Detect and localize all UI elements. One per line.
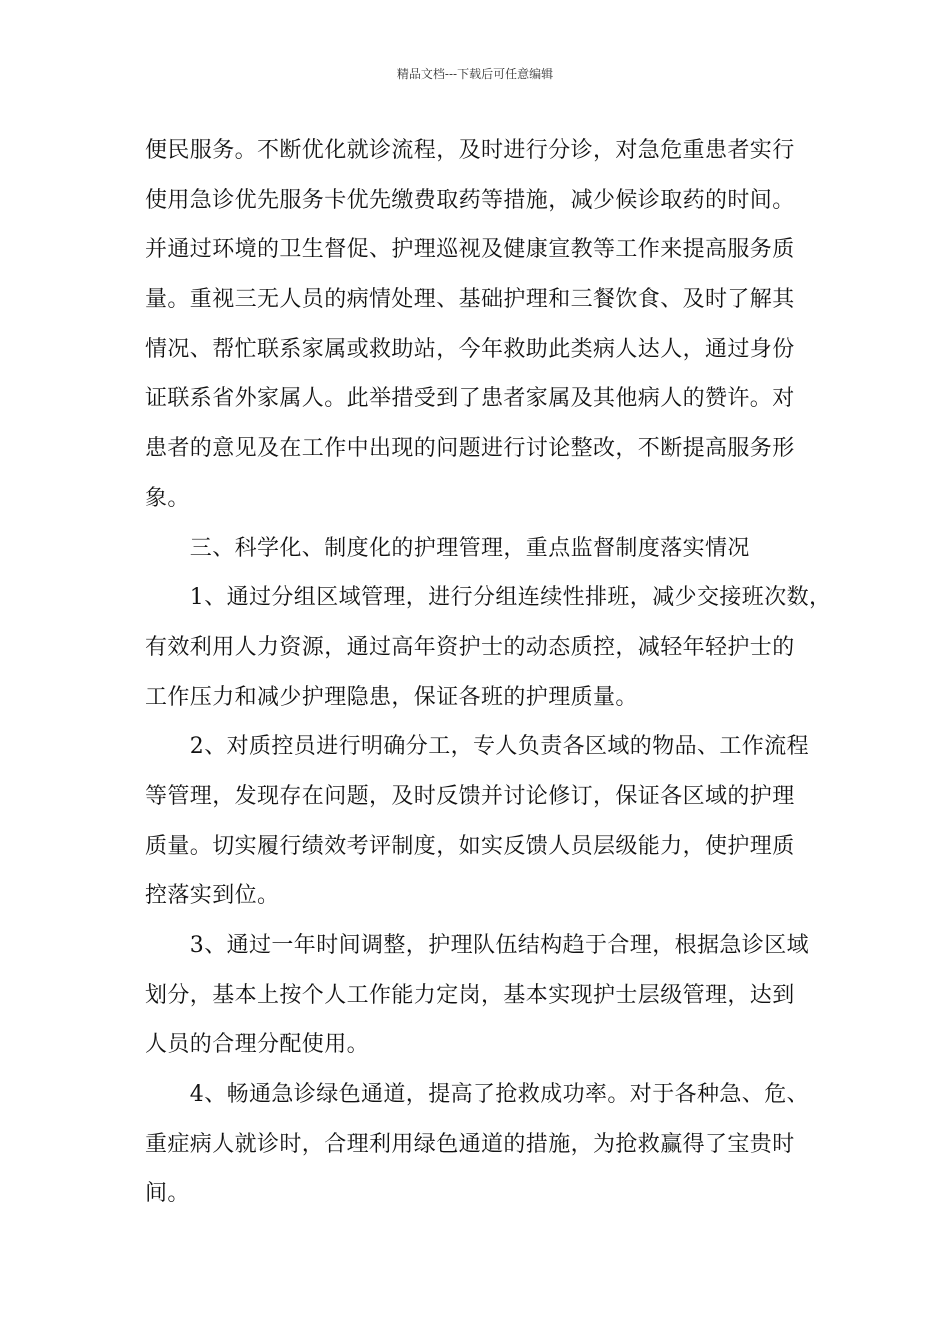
text-line: 控落实到位。 — [145, 883, 280, 909]
text-line: 等管理，发现存在问题，及时反馈并讨论修订，保证各区域的护理 — [145, 783, 795, 809]
text-line: 证联系省外家属人。此举措受到了患者家属及其他病人的赞许。对 — [145, 386, 795, 412]
text-line: 2、对质控员进行明确分工，专人负责各区域的物品、工作流程 — [145, 734, 809, 760]
text-line: 质量。切实履行绩效考评制度，如实反馈人员层级能力，使护理质 — [145, 833, 795, 859]
text-line: 人员的合理分配使用。 — [145, 1032, 370, 1058]
text-line: 患者的意见及在工作中出现的问题进行讨论整改，不断提高服务形 — [145, 436, 795, 462]
section-heading: 三、科学化、制度化的护理管理，重点监督制度落实情况 — [145, 535, 750, 561]
text-line: 使用急诊优先服务卡优先缴费取药等措施，减少候诊取药的时间。 — [145, 187, 795, 213]
page-header: 精品文档---下载后可任意编辑 — [396, 67, 554, 81]
text-line: 有效利用人力资源，通过高年资护士的动态质控，减轻年轻护士的 — [145, 634, 795, 660]
text-line: 情况、帮忙联系家属或救助站，今年救助此类病人达人，通过身份 — [145, 336, 795, 362]
text-line: 量。重视三无人员的病情处理、基础护理和三餐饮食、及时了解其 — [145, 287, 795, 313]
document-body — [145, 126, 832, 1219]
text-line: 重症病人就诊时，合理利用绿色通道的措施，为抢救赢得了宝贵时 — [145, 1131, 795, 1157]
text-line: 3、通过一年时间调整，护理队伍结构趋于合理，根据急诊区域 — [145, 933, 809, 958]
text-line: 工作压力和减少护理隐患，保证各班的护理质量。 — [145, 684, 638, 710]
text-line: 1、通过分组区域管理，进行分组连续性排班，减少交接班次数， — [145, 585, 832, 611]
text-line: 4、畅通急诊绿色通道，提高了抢救成功率。对于各种急、危、 — [145, 1082, 809, 1108]
text-line: 象。 — [145, 485, 190, 511]
text-line: 并通过环境的卫生督促、护理巡视及健康宣教等工作来提高服务质 — [145, 237, 795, 263]
text-line: 划分，基本上按个人工作能力定岗，基本实现护士层级管理，达到 — [145, 982, 795, 1008]
text-line: 便民服务。不断优化就诊流程，及时进行分诊，对急危重患者实行 — [145, 138, 795, 163]
text-line: 间。 — [145, 1181, 190, 1207]
